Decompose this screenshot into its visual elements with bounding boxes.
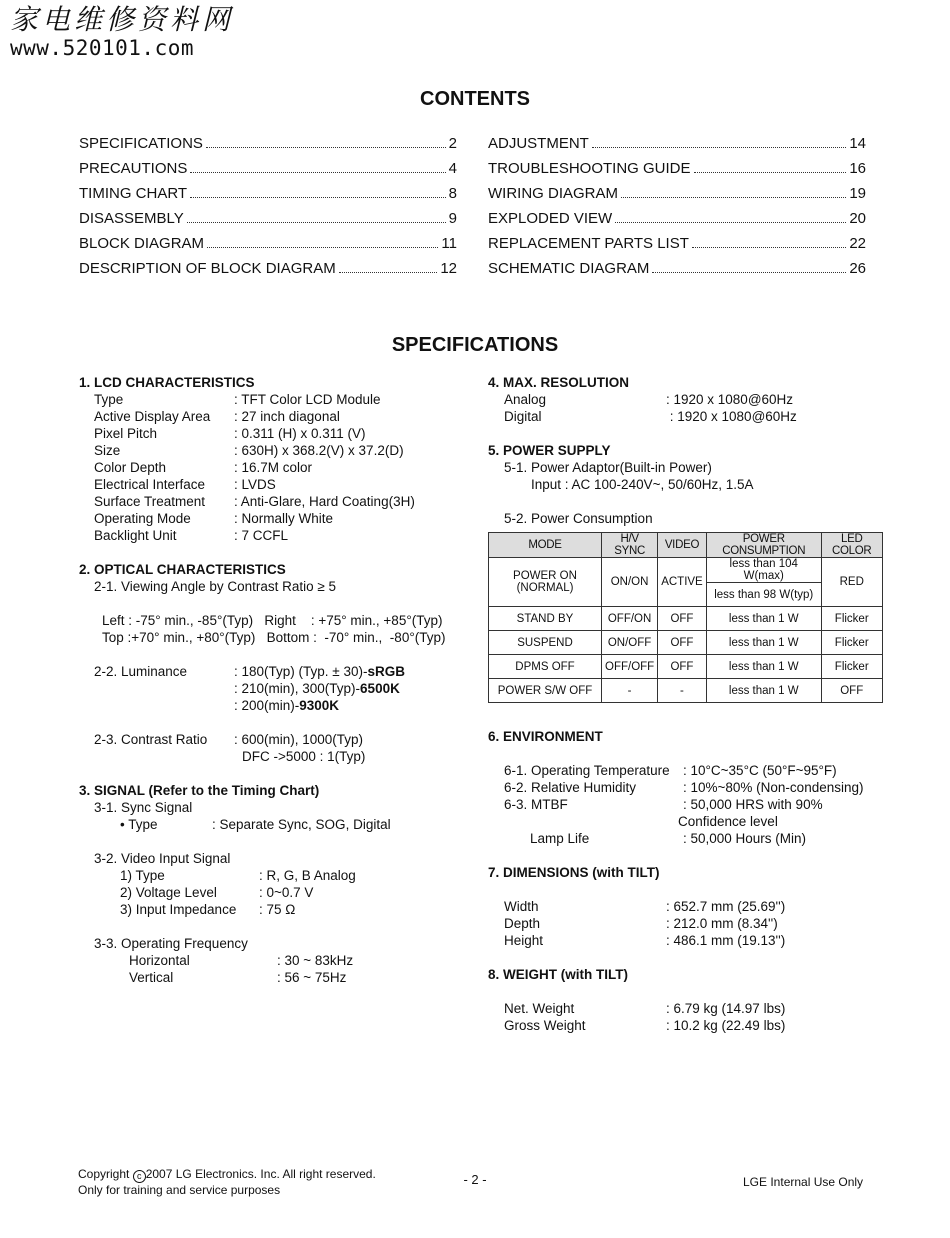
- column-header: H/V SYNC: [602, 533, 658, 558]
- spec-key: Gross Weight: [504, 1018, 586, 1033]
- spec-key: Electrical Interface: [94, 477, 206, 492]
- spec-key: Height: [504, 933, 544, 948]
- table-cell: less than 1 W: [706, 607, 821, 631]
- spec-value: : 212.0 mm (8.34''): [666, 916, 778, 931]
- toc-item[interactable]: [488, 156, 866, 181]
- spec-key: Lamp Life: [530, 831, 590, 846]
- spec-value: : 56 ~ 75Hz: [277, 970, 347, 985]
- spec-key: • Type: [120, 817, 158, 832]
- table-cell: RED: [821, 558, 882, 607]
- spec-row: [94, 748, 469, 765]
- power-adaptor-label: 5-1. Power Adaptor(Built-in Power): [504, 460, 712, 475]
- viewing-left-right: Left : -75° min., -85°(Typ) Right : +75° min., +85°(Typ): [102, 613, 443, 628]
- toc-label: WIRING DIAGRAM: [488, 185, 618, 202]
- luminance-mode: sRGB: [367, 664, 405, 679]
- copyright-icon: c: [133, 1170, 146, 1183]
- luminance-value: : 210(min), 300(Typ)-: [234, 681, 361, 696]
- toc-page: 19: [849, 185, 866, 202]
- specs-right-column-bottom: [488, 728, 888, 1034]
- copyright-text: 2007 LG Electronics. Inc. All right reserved.: [145, 1167, 376, 1181]
- spec-row: [94, 442, 469, 459]
- toc-item[interactable]: [79, 156, 457, 181]
- spec-row: [504, 932, 888, 949]
- spec-key: 6-2. Relative Humidity: [504, 780, 637, 795]
- table-cell: -: [658, 679, 707, 703]
- footer-internal-use: LGE Internal Use Only: [743, 1175, 864, 1189]
- table-cell: SUSPEND: [489, 631, 602, 655]
- spec-row: [504, 898, 888, 915]
- toc-label: DISASSEMBLY: [79, 210, 184, 227]
- table-cell: OFF: [821, 679, 882, 703]
- section-heading: 8. WEIGHT (with TILT): [488, 967, 628, 982]
- toc-label: TROUBLESHOOTING GUIDE: [488, 160, 691, 177]
- table-cell: STAND BY: [489, 607, 602, 631]
- column-header: POWER CONSUMPTION: [706, 533, 821, 558]
- spec-value: : TFT Color LCD Module: [234, 392, 381, 407]
- watermark: [10, 2, 234, 60]
- toc-left-column: [79, 131, 457, 281]
- toc-item[interactable]: [488, 181, 866, 206]
- toc-page: 4: [448, 160, 457, 177]
- table-row: [489, 631, 883, 655]
- viewing-top-bottom: Top :+70° min., +80°(Typ) Bottom : -70° min., -80°(Typ): [102, 630, 446, 645]
- spec-key: Size: [94, 443, 121, 458]
- toc-item[interactable]: [79, 256, 457, 281]
- toc-item[interactable]: [488, 131, 866, 156]
- toc-item[interactable]: [79, 206, 457, 231]
- toc-label: SCHEMATIC DIAGRAM: [488, 260, 650, 277]
- luminance-value: : 180(Typ) (Typ. ± 30)-: [234, 664, 368, 679]
- spec-row: [94, 391, 469, 408]
- toc-label: PRECAUTIONS: [79, 160, 188, 177]
- specs-left-column: [79, 374, 469, 986]
- page-number: - 2 -: [463, 1172, 487, 1187]
- spec-value: : Anti-Glare, Hard Coating(3H): [234, 494, 415, 509]
- power-consumption-label: 5-2. Power Consumption: [504, 511, 653, 526]
- spec-row: [94, 697, 469, 714]
- table-row: [489, 558, 883, 583]
- spec-key: Analog: [504, 392, 547, 407]
- spec-value: : 7 CCFL: [234, 528, 289, 543]
- section-heading: 6. ENVIRONMENT: [488, 729, 603, 744]
- toc-page: 14: [849, 135, 866, 152]
- luminance-label: 2-2. Luminance: [94, 664, 188, 679]
- toc-page: 16: [849, 160, 866, 177]
- luminance-value: : 200(min)-: [234, 698, 300, 713]
- table-cell: OFF/ON: [602, 607, 658, 631]
- toc-item[interactable]: [79, 181, 457, 206]
- spec-row: [504, 408, 878, 425]
- spec-value: : 1920 x 1080@60Hz: [666, 392, 794, 407]
- spec-row: [94, 425, 469, 442]
- toc-label: EXPLODED VIEW: [488, 210, 613, 227]
- luminance-mode: 6500K: [360, 681, 400, 696]
- copyright-prefix: Copyright: [78, 1167, 133, 1181]
- toc-item[interactable]: [488, 206, 866, 231]
- spec-row: [504, 915, 888, 932]
- toc-item[interactable]: [488, 231, 866, 256]
- spec-key: Digital: [504, 409, 542, 424]
- viewing-angle-label: 2-1. Viewing Angle by Contrast Ratio ≥ 5: [94, 579, 337, 594]
- toc-label: REPLACEMENT PARTS LIST: [488, 235, 689, 252]
- toc-label: ADJUSTMENT: [488, 135, 589, 152]
- table-cell: OFF: [658, 607, 707, 631]
- spec-row: [504, 796, 888, 813]
- spec-key: Net. Weight: [504, 1001, 575, 1016]
- table-cell: OFF: [658, 655, 707, 679]
- table-cell: POWER S/W OFF: [489, 679, 602, 703]
- toc-label: TIMING CHART: [79, 185, 188, 202]
- spec-key: 6-1. Operating Temperature: [504, 763, 670, 778]
- table-cell: less than 104 W(max): [706, 558, 821, 583]
- spec-value: : 10%~80% (Non-condensing): [683, 780, 864, 795]
- table-cell: ON/ON: [602, 558, 658, 607]
- toc-page: 11: [441, 235, 457, 252]
- spec-value: : 16.7M color: [234, 460, 313, 475]
- spec-value: : 30 ~ 83kHz: [277, 953, 354, 968]
- spec-row: [94, 731, 469, 748]
- table-cell: less than 1 W: [706, 631, 821, 655]
- spec-row: [504, 779, 888, 796]
- spec-key: Pixel Pitch: [94, 426, 158, 441]
- contrast-dfc: DFC ->5000 : 1(Typ): [242, 749, 366, 764]
- spec-value: : 1920 x 1080@60Hz: [666, 409, 797, 424]
- watermark-chinese: 家电维修资料网: [10, 3, 235, 36]
- spec-value: : 652.7 mm (25.69''): [666, 899, 786, 914]
- table-cell: Flicker: [821, 607, 882, 631]
- spec-row: [129, 952, 469, 969]
- table-cell: DPMS OFF: [489, 655, 602, 679]
- table-cell: POWER ON (NORMAL): [489, 558, 602, 607]
- table-cell: less than 1 W: [706, 655, 821, 679]
- table-cell: -: [602, 679, 658, 703]
- spec-key: Horizontal: [129, 953, 190, 968]
- spec-value: : Normally White: [234, 511, 334, 526]
- spec-row: [504, 1017, 888, 1034]
- section-heading: 5. POWER SUPPLY: [488, 443, 611, 458]
- spec-key: Color Depth: [94, 460, 167, 475]
- spec-value: : Separate Sync, SOG, Digital: [212, 817, 391, 832]
- spec-key: 6-3. MTBF: [504, 797, 568, 812]
- spec-value: : 630H) x 368.2(V) x 37.2(D): [234, 443, 404, 458]
- spec-key: 3) Input Impedance: [120, 902, 237, 917]
- column-header: LED COLOR: [821, 533, 882, 558]
- spec-value: : 10°C~35°C (50°F~95°F): [683, 763, 837, 778]
- toc-page: 20: [849, 210, 866, 227]
- spec-value: : 27 inch diagonal: [234, 409, 340, 424]
- section-heading: 7. DIMENSIONS (with TILT): [488, 865, 660, 880]
- toc-page: 8: [448, 185, 457, 202]
- toc-item[interactable]: [79, 131, 457, 156]
- spec-row: [94, 459, 469, 476]
- table-row: [489, 607, 883, 631]
- spec-row: [504, 391, 878, 408]
- spec-row: [504, 762, 888, 779]
- spec-row: [94, 527, 469, 544]
- spec-value: : 0.311 (H) x 0.311 (V): [234, 426, 366, 441]
- spec-row: [94, 663, 469, 680]
- spec-row: [94, 476, 469, 493]
- power-consumption-table: [488, 532, 883, 703]
- table-cell: OFF: [658, 631, 707, 655]
- toc-page: 9: [448, 210, 457, 227]
- section-heading: 3. SIGNAL (Refer to the Timing Chart): [79, 783, 320, 798]
- column-header: MODE: [489, 533, 602, 558]
- toc-item[interactable]: [488, 256, 866, 281]
- spec-key: Active Display Area: [94, 409, 211, 424]
- spec-value: : 0~0.7 V: [259, 885, 314, 900]
- table-cell: Flicker: [821, 631, 882, 655]
- toc-label: SPECIFICATIONS: [79, 135, 203, 152]
- toc-label: DESCRIPTION OF BLOCK DIAGRAM: [79, 260, 336, 277]
- toc-label: BLOCK DIAGRAM: [79, 235, 205, 252]
- toc-item[interactable]: [79, 231, 457, 256]
- mtbf-confidence: Confidence level: [678, 814, 778, 829]
- spec-value: : 6.79 kg (14.97 lbs): [666, 1001, 786, 1016]
- section-heading: 2. OPTICAL CHARACTERISTICS: [79, 562, 286, 577]
- spec-row: [120, 867, 469, 884]
- spec-row: [504, 1000, 888, 1017]
- toc-page: 2: [448, 135, 457, 152]
- video-input-label: 3-2. Video Input Signal: [94, 851, 231, 866]
- table-row: [489, 655, 883, 679]
- toc-page: 12: [440, 260, 457, 277]
- spec-key: Width: [504, 899, 539, 914]
- table-header-row: [489, 533, 883, 558]
- spec-row: [94, 408, 469, 425]
- table-cell: Flicker: [821, 655, 882, 679]
- spec-key: 2) Voltage Level: [120, 885, 217, 900]
- luminance-mode: 9300K: [299, 698, 340, 713]
- spec-key: Vertical: [129, 970, 174, 985]
- spec-key: Type: [94, 392, 124, 407]
- spec-value: : 10.2 kg (22.49 lbs): [666, 1018, 786, 1033]
- toc-page: 26: [849, 260, 866, 277]
- table-cell: less than 1 W: [706, 679, 821, 703]
- table-row: [489, 679, 883, 703]
- spec-value: : 486.1 mm (19.13''): [666, 933, 786, 948]
- table-cell: ON/OFF: [602, 631, 658, 655]
- spec-value: : 75 Ω: [259, 902, 296, 917]
- spec-row: [94, 816, 469, 833]
- spec-row: [94, 493, 469, 510]
- spec-key: 1) Type: [120, 868, 165, 883]
- sync-signal-label: 3-1. Sync Signal: [94, 800, 193, 815]
- spec-row: [504, 830, 888, 847]
- spec-row: [94, 510, 469, 527]
- contrast-label: 2-3. Contrast Ratio: [94, 732, 208, 747]
- spec-row: [129, 969, 469, 986]
- table-cell: ACTIVE: [658, 558, 707, 607]
- spec-key: Backlight Unit: [94, 528, 177, 543]
- section-heading: 1. LCD CHARACTERISTICS: [79, 375, 255, 390]
- table-cell: OFF/OFF: [602, 655, 658, 679]
- power-input: Input : AC 100-240V~, 50/60Hz, 1.5A: [531, 477, 754, 492]
- spec-row: [94, 680, 469, 697]
- toc-page: 22: [849, 235, 866, 252]
- watermark-url: www.520101.com: [10, 36, 195, 60]
- footer-training-note: Only for training and service purposes: [78, 1183, 281, 1197]
- specs-right-column-top: [488, 374, 878, 527]
- spec-key: Surface Treatment: [94, 494, 206, 509]
- operating-frequency-label: 3-3. Operating Frequency: [94, 936, 248, 951]
- spec-value: : 50,000 HRS with 90%: [683, 797, 823, 812]
- toc-right-column: [488, 131, 866, 281]
- spec-value: : LVDS: [234, 477, 276, 492]
- table-cell: less than 98 W(typ): [706, 583, 821, 607]
- spec-row: [120, 901, 469, 918]
- contrast-value: : 600(min), 1000(Typ): [234, 732, 364, 747]
- spec-key: Operating Mode: [94, 511, 191, 526]
- column-header: VIDEO: [658, 533, 707, 558]
- specifications-title: SPECIFICATIONS: [391, 334, 559, 356]
- spec-value: : R, G, B Analog: [259, 868, 356, 883]
- spec-key: Depth: [504, 916, 541, 931]
- spec-value: : 50,000 Hours (Min): [683, 831, 807, 846]
- section-heading: 4. MAX. RESOLUTION: [488, 375, 630, 390]
- spec-row: [120, 884, 469, 901]
- contents-title: CONTENTS: [420, 88, 530, 110]
